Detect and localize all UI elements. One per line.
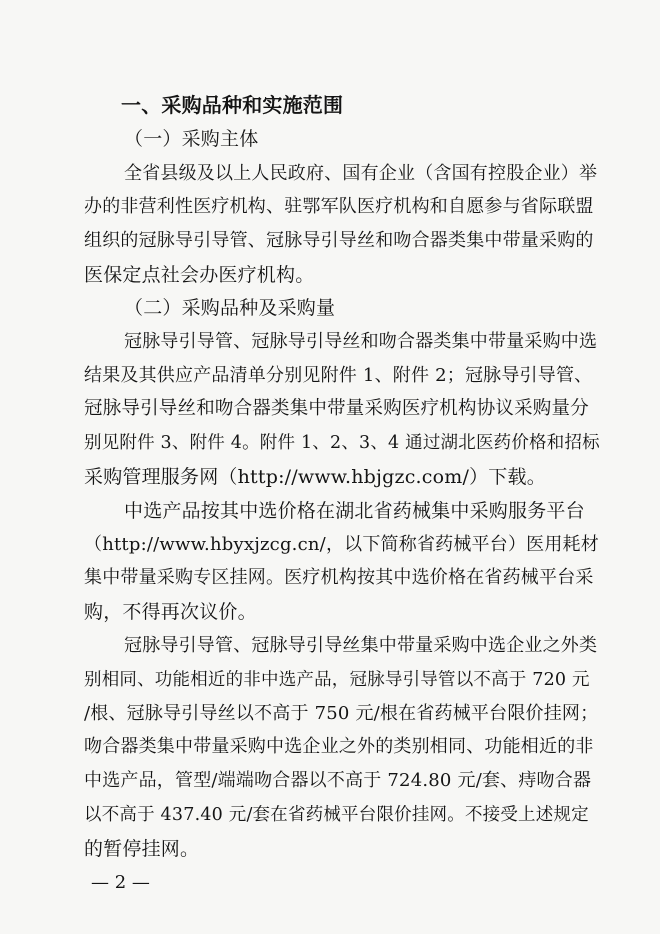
paragraph-line: 购，不得再次议价。 [84, 601, 257, 623]
paragraph-line: 别见附件 3、附件 4。附件 1、2、3、4 通过湖北医药价格和招标 [84, 433, 600, 453]
paragraph-line: 吻合器类集中带量采购中选企业之外的类别相同、功能相近的非 [84, 736, 594, 757]
paragraph-line: 中选产品按其中选价格在湖北省药械集中采购服务平台 [124, 500, 585, 522]
paragraph-line: 集中带量采购专区挂网。医疗机构按其中选价格在省药械平台采 [84, 567, 594, 588]
paragraph-line: 冠脉导引导管、冠脉导引导丝和吻合器类集中带量采购中选 [124, 331, 598, 352]
paragraph-line: （http://www.hbyxjzcg.cn/，以下简称省药械平台）医用耗材 [84, 534, 599, 555]
section-heading: 一、采购品种和实施范围 [121, 93, 344, 117]
paragraph-line: 医保定点社会办医疗机构。 [84, 264, 315, 286]
paragraph-line: 全省县级及以上人民政府、国有企业（含国有控股企业）举 [124, 163, 598, 184]
subsection-title-varieties-and-volume: （二）采购品种及采购量 [124, 297, 336, 319]
paragraph-line: 的暂停挂网。 [84, 838, 200, 860]
paragraph-line: 中选产品，管型/端端吻合器以不高于 724.80 元/套、痔吻合器 [84, 770, 592, 791]
paragraph-line: 冠脉导引导管、冠脉导引导丝集中带量采购中选企业之外类 [124, 635, 598, 656]
paragraph-line: 以不高于 437.40 元/套在省药械平台限价挂网。不接受上述规定 [84, 805, 589, 825]
paragraph-line: 别相同、功能相近的非中选产品，冠脉导引导管以不高于 720 元 [84, 670, 590, 690]
page-number: — 2 — [91, 872, 150, 893]
subsection-title-procurement-entity: （一）采购主体 [124, 128, 259, 150]
paragraph-line: /根、冠脉导引导丝以不高于 750 元/根在省药械平台限价挂网； [84, 703, 599, 724]
paragraph-line: 采购管理服务网（http://www.hbjgzc.com/）下载。 [84, 466, 546, 488]
paragraph-line: 结果及其供应产品清单分别见附件 1、附件 2；冠脉导引导管、 [84, 365, 593, 386]
paragraph-line: 冠脉导引导丝和吻合器类集中带量采购医疗机构协议采购量分 [84, 398, 589, 419]
paragraph-line: 办的非营利性医疗机构、驻鄂军队医疗机构和自愿参与省际联盟 [84, 196, 594, 217]
paragraph-line: 组织的冠脉导引导管、冠脉导引导丝和吻合器类集中带量采购的 [84, 230, 594, 251]
